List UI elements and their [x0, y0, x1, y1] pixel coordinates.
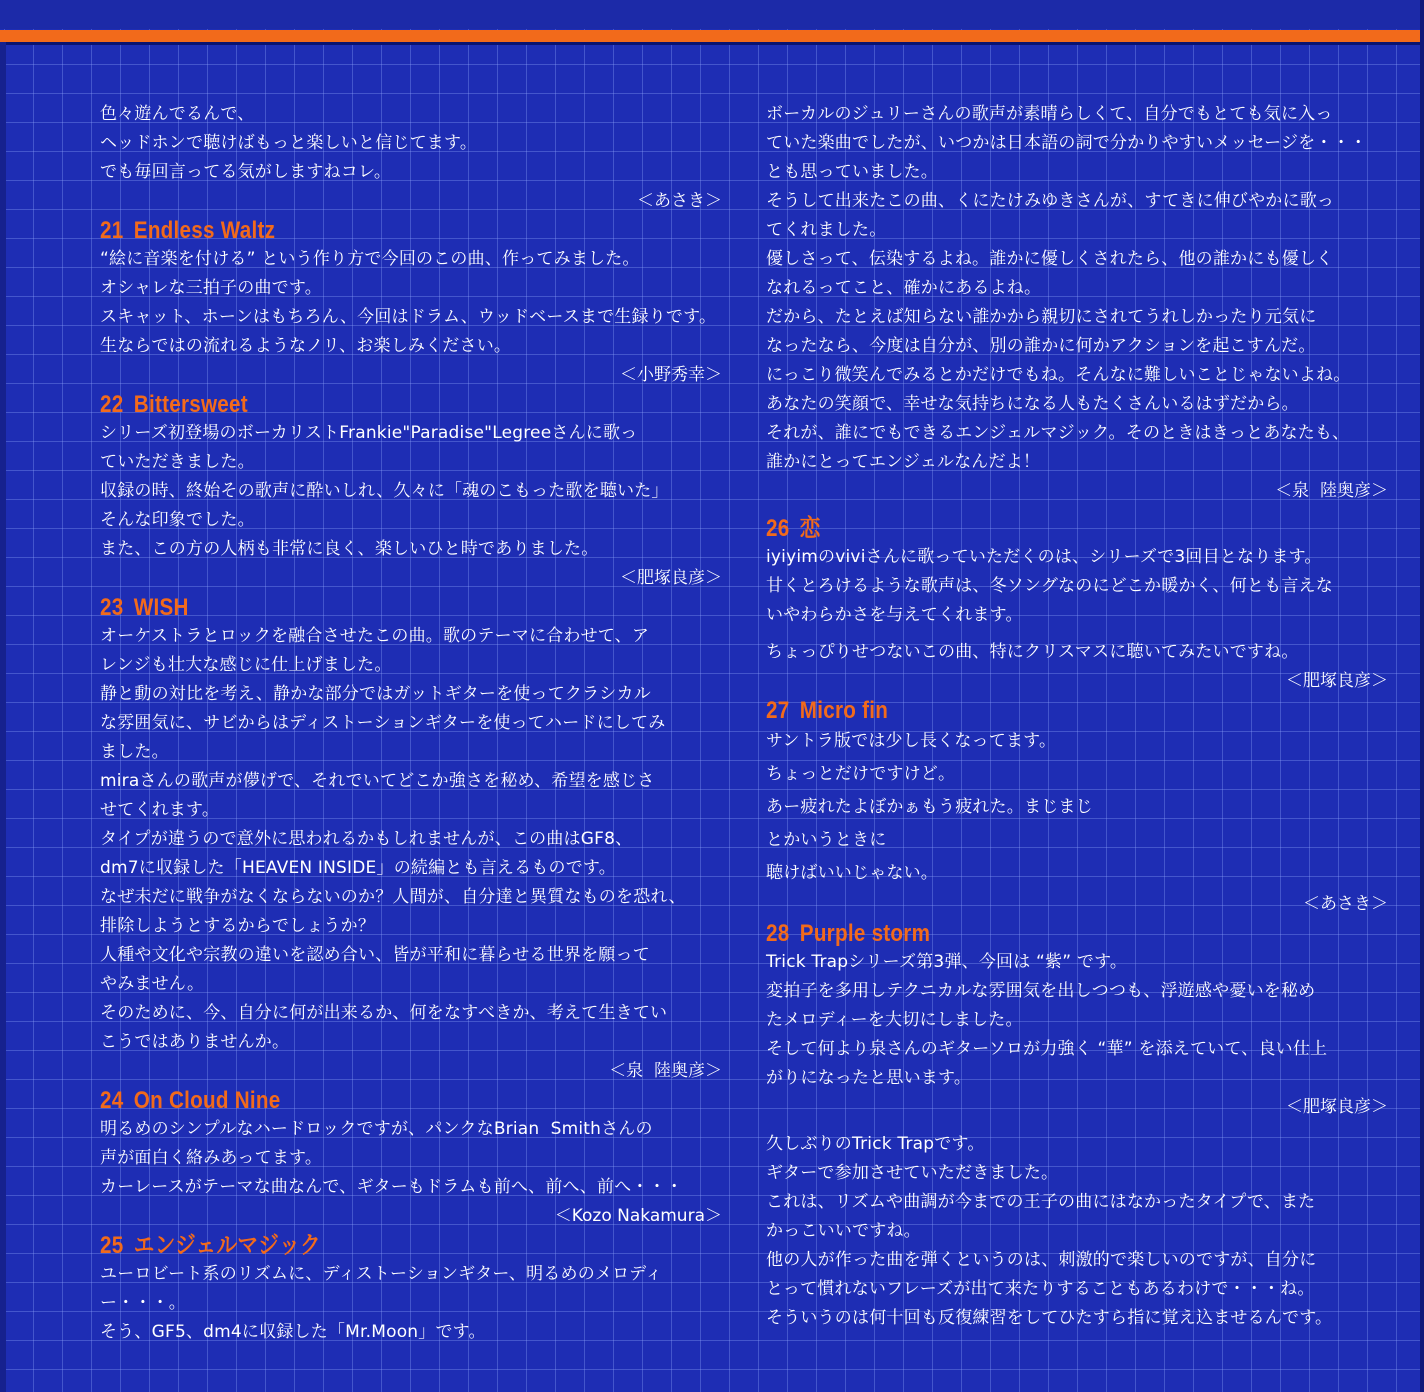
- track-24-text: 明るめのシンプルなハードロックですが、パンクなBrian Smithさんの 声が面白く絡みあってます。 カーレースがテーマな曲なんで、ギターもドラムも前へ、前へ、前へ・・・: [100, 1119, 683, 1197]
- track-26-text-2: ちょっぴりせつないこの曲、特にクリスマスに聴いてみたいですね。: [766, 642, 1299, 662]
- right-column: [766, 100, 1388, 1333]
- track-25-text-continued: ボーカルのジュリーさんの歌声が素晴らしくて、自分でもとても気に入っ ていた楽曲でしたが、いつかは日本語の詞で分かりやすいメッセージを・・・ とも思っていました。 そうして出来たこの曲、くにたけみゆきさんが、すてきに伸びやかに歌っ てくれました。 優しさって、伝染するよね。誰かに優しくされたら、他の誰かにも優しく なれるってこと、確かにあるよね。 だから、たとえば知らない誰かから親切にされてうれしかったり元気に なったなら、今度は自分が、別の誰かに何かアクションを起こすんだ。 にっこり微笑んでみるとかだけでもね。そんなに難しいことじゃないよね。 あなたの笑顔で、幸せな気持ちになる人もたくさんいるはずだから。 それが、誰にでもできるエンジェルマジック。そのときはきっとあなたも、 誰かにとってエンジェルなんだよ！: [766, 104, 1367, 472]
- track-title: On Cloud Nine: [133, 1087, 281, 1114]
- track-number: 28: [766, 920, 790, 947]
- track-27-signature: ＜あさき＞: [1303, 894, 1388, 914]
- track-26-heading: [766, 514, 1301, 543]
- track-title: Purple storm: [799, 920, 931, 947]
- track-23-text: オーケストラとロックを融合させたこの曲。歌のテーマに合わせて、ア レンジも壮大な感じに仕上げました。 静と動の対比を考え、静かな部分ではガットギターを使ってクラシカル な雰囲気に、サビからはディストーションギターを使ってハードにしてみ ました。 miraさんの歌声が儚げで、それでいてどこか強さを秘め、希望を感じさ せてくれます。 タイプが違うので意外に思われるかもしれませんが、この曲はGF8、 dm7に収録した「HEAVEN INSIDE」の続編とも言えるものです。 なぜ未だに戦争がなくならないのか？人間が、自分達と異質なものを恐れ、 排除しようとするからでしょうか？ 人種や文化や宗教の違いを認め合い、皆が平和に暮らせる世界を願って やみません。 そのために、今、自分に何が出来るか、何をなすべきか、考えて生きてい こうではありませんか。: [100, 626, 686, 1052]
- track-23-signature: ＜泉 陸奥彦＞: [609, 1061, 722, 1081]
- track-number: 23: [100, 594, 124, 621]
- track-21-text: “絵に音楽を付ける” という作り方で今回のこの曲、作ってみました。 オシャレな三拍子の曲です。 スキャット、ホーンはもちろん、今回はドラム、ウッドベースまで生録りです。 生ならではの流れるようなノリ、お楽しみください。: [100, 249, 717, 356]
- track-26-signature: ＜肥塚良彦＞: [1286, 671, 1388, 691]
- track-22-text: シリーズ初登場のボーカリストFrankie"Paradise"Legreeさんに歌っ ていただきました。 収録の時、終始その歌声に酔いしれ、久々に「魂のこもった歌を聴いた」 そんな印象でした。 また、この方の人柄も非常に良く、楽しいひと時でありました。: [100, 423, 669, 559]
- track-number: 27: [766, 697, 790, 724]
- track-27-line: とかいうときに: [766, 830, 887, 850]
- left-column: [100, 100, 722, 1347]
- track-title: WISH: [133, 594, 189, 621]
- track-27-line: 聴けばいいじゃない。: [766, 863, 938, 883]
- intro-text: 色々遊んでるんで、 ヘッドホンで聴けばもっと楽しいと信じてます。 でも毎回言ってる気がしますねコレ。: [100, 104, 478, 182]
- track-27-heading: [766, 696, 1301, 725]
- left-edge: [0, 42, 6, 1392]
- track-28-text: Trick Trapシリーズ第3弾、今回は “紫” です。 変拍子を多用しテクニカルな雰囲気を出しつつも、浮遊感や憂いを秘め たメロディーを大切にしました。 そして何より泉さんのギターソロが力強く “華” を添えていて、良い仕上 がりになったと思います。: [766, 952, 1328, 1088]
- right-edge: [1420, 0, 1424, 1392]
- top-band: [0, 0, 1424, 29]
- track-number: 25: [100, 1232, 124, 1259]
- track-number: 26: [766, 515, 790, 542]
- track-28-heading: [766, 919, 1301, 948]
- orange-rule: [0, 30, 1424, 42]
- track-number: 24: [100, 1087, 124, 1114]
- track-25-heading: [100, 1231, 635, 1260]
- track-title: Micro fin: [799, 697, 889, 724]
- track-25-text: ユーロビート系のリズムに、ディストーションギター、明るめのメロディー・・・。 そう、GF5、dm4に収録した「Mr.Moon」です。: [100, 1264, 663, 1342]
- track-26-text: iyiyimのviviさんに歌っていただくのは、シリーズで3回目となります。 甘くとろけるような歌声は、冬ソングなのにどこか暖かく、何とも言えな いやわらかさを与えてくれます。: [766, 547, 1333, 625]
- track-25-signature: ＜泉 陸奥彦＞: [1275, 481, 1388, 501]
- track-24-signature: ＜Kozo Nakamura＞: [554, 1206, 722, 1226]
- track-24-heading: [100, 1086, 635, 1115]
- track-23-heading: [100, 593, 635, 622]
- track-27-line: サントラ版では少し長くなってます。: [766, 731, 1057, 751]
- track-27-line: ちょっとだけですけど。: [766, 764, 956, 784]
- track-28-signature: ＜肥塚良彦＞: [1286, 1097, 1388, 1117]
- track-title: Bittersweet: [133, 391, 248, 418]
- track-21-heading: [100, 216, 635, 245]
- track-number: 21: [100, 217, 124, 244]
- track-22-heading: [100, 390, 635, 419]
- track-title: エンジェルマジック: [133, 1232, 321, 1259]
- track-number: 22: [100, 391, 124, 418]
- track-title: 恋: [799, 515, 821, 542]
- track-28-text-2: 久しぶりのTrick Trapです。 ギターで参加させていただきました。 これは、リズムや曲調が今までの王子の曲にはなかったタイプで、また かっこいいですね。 他の人が作った曲を弾くというのは、刺激的で楽しいのですが、自分に とって慣れないフレーズが出て来たりすることもあるわけで・・・ね。 そういうのは何十回も反復練習をしてひたすら指に覚え込ませるんです。: [766, 1134, 1333, 1328]
- intro-signature: ＜あさき＞: [637, 191, 722, 211]
- track-22-signature: ＜肥塚良彦＞: [620, 568, 722, 588]
- track-title: Endless Waltz: [133, 217, 276, 244]
- track-27-line: あー疲れたよぼかぁもう疲れた。まじまじ: [766, 797, 1093, 817]
- track-21-signature: ＜小野秀幸＞: [620, 365, 722, 385]
